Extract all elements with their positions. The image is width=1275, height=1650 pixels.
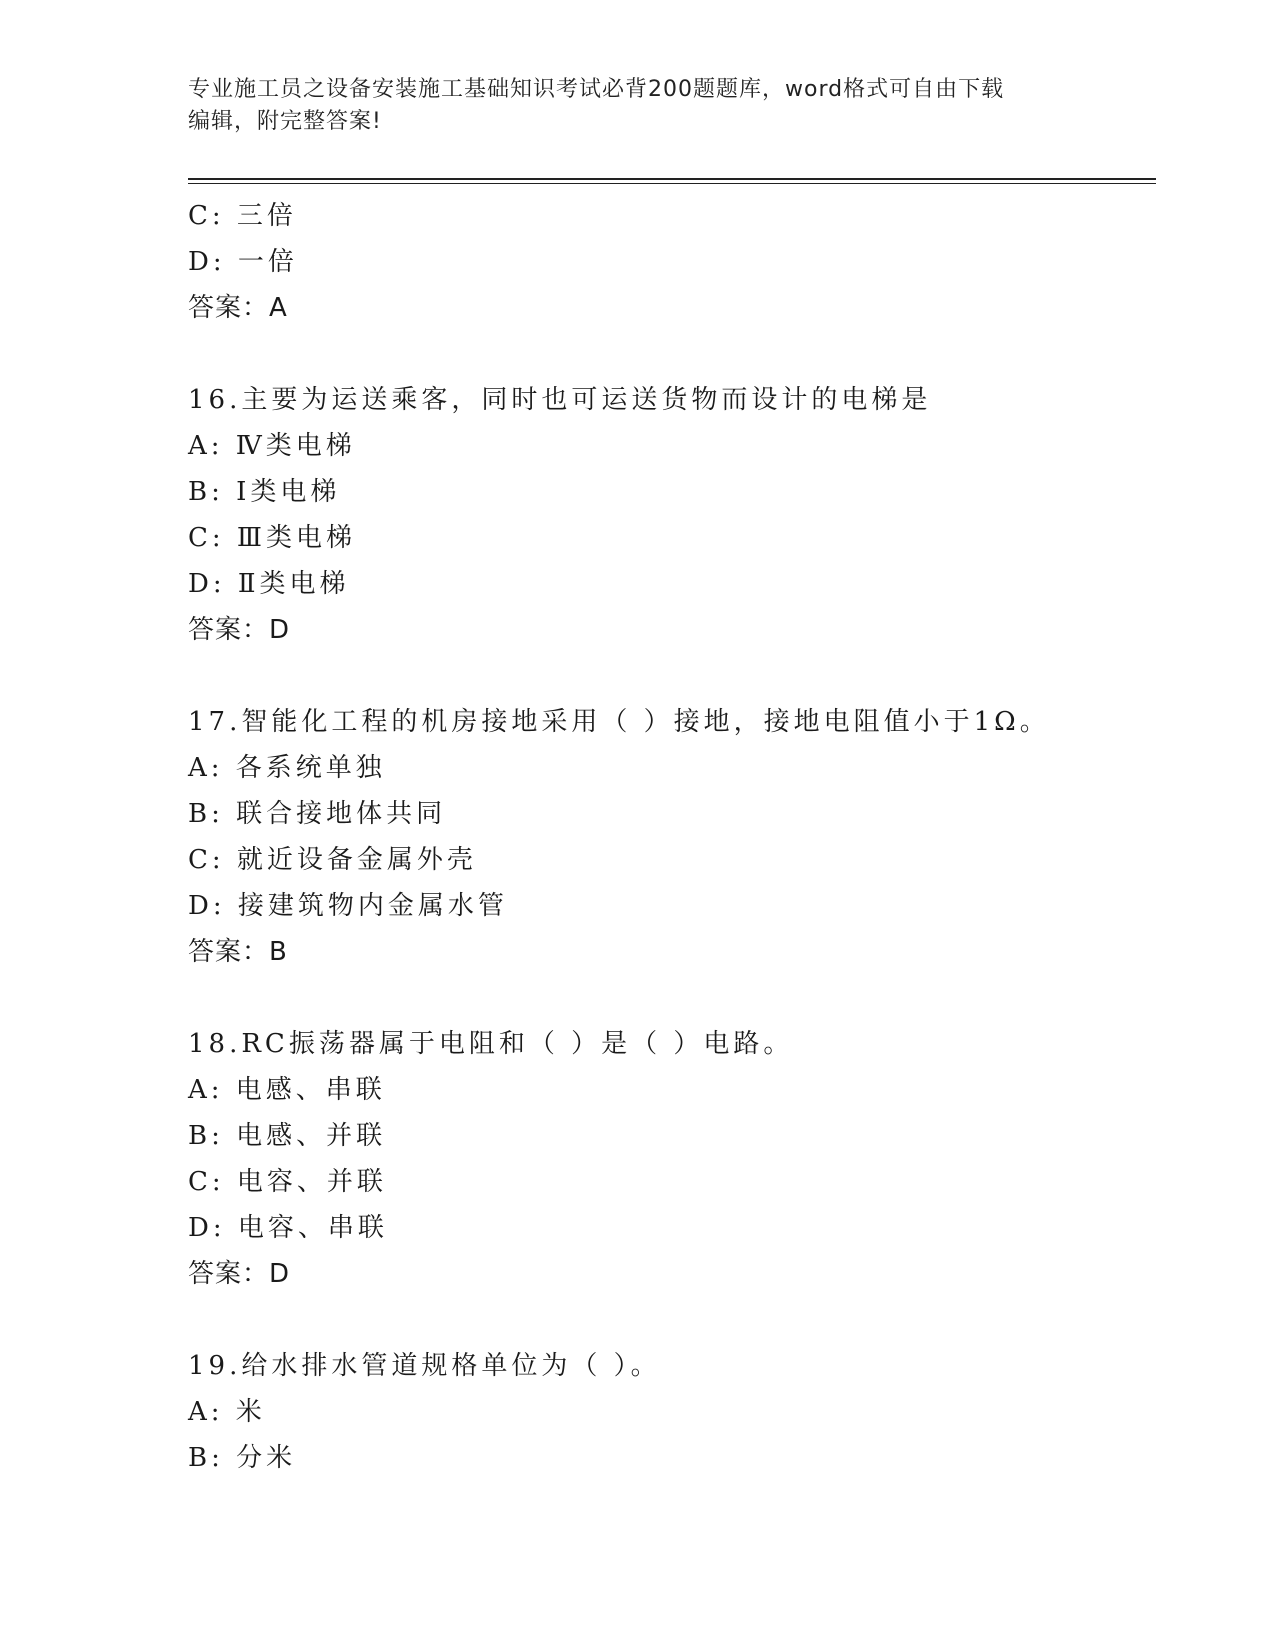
option-b-q19: B: 分米 xyxy=(188,1443,297,1473)
option-c-q17: C: 就近设备金属外壳 xyxy=(188,845,477,875)
option-a-q17: A: 各系统单独 xyxy=(188,753,386,783)
answer-q15: 答案：A xyxy=(188,293,288,323)
option-c-q18: C: 电容、并联 xyxy=(188,1167,387,1197)
header-title-line-1: 专业施工员之设备安装施工基础知识考试必背200题题库，word格式可自由下载 xyxy=(188,77,1005,102)
option-d-q17: D: 接建筑物内金属水管 xyxy=(188,891,508,921)
document-header xyxy=(188,74,1088,138)
header-divider-thin xyxy=(188,183,1156,184)
option-a-q18: A: 电感、串联 xyxy=(188,1075,386,1105)
header-title-line-2: 编辑，附完整答案! xyxy=(188,109,382,134)
spacer xyxy=(188,331,1156,377)
option-b-q17: B: 联合接地体共同 xyxy=(188,799,447,829)
question-stem-19: 19.给水排水管道规格单位为（ ）。 xyxy=(188,1351,661,1381)
option-c-q15: C: 三倍 xyxy=(188,201,297,231)
spacer xyxy=(188,1297,1156,1343)
answer-q17: 答案：B xyxy=(188,937,288,967)
option-a-q19: A: 米 xyxy=(188,1397,266,1427)
header-divider-thick xyxy=(188,178,1156,180)
spacer xyxy=(188,975,1156,1021)
option-c-q16: C: Ⅲ类电梯 xyxy=(188,523,356,553)
spacer xyxy=(188,653,1156,699)
question-list xyxy=(188,193,1156,1481)
option-b-q18: B: 电感、并联 xyxy=(188,1121,387,1151)
option-a-q16: A: Ⅳ类电梯 xyxy=(188,431,356,461)
answer-q18: 答案：D xyxy=(188,1259,291,1289)
question-stem-18: 18.RC振荡器属于电阻和（ ）是（ ）电路。 xyxy=(188,1029,794,1059)
answer-q16: 答案：D xyxy=(188,615,291,645)
question-stem-17: 17.智能化工程的机房接地采用（ ）接地，接地电阻值小于1Ω。 xyxy=(188,707,1050,737)
option-b-q16: B: Ⅰ类电梯 xyxy=(188,477,341,507)
option-d-q18: D: 电容、串联 xyxy=(188,1213,388,1243)
option-d-q15: D: 一倍 xyxy=(188,247,298,277)
option-d-q16: D: Ⅱ类电梯 xyxy=(188,569,350,599)
question-stem-16: 16.主要为运送乘客，同时也可运送货物而设计的电梯是 xyxy=(188,385,932,415)
